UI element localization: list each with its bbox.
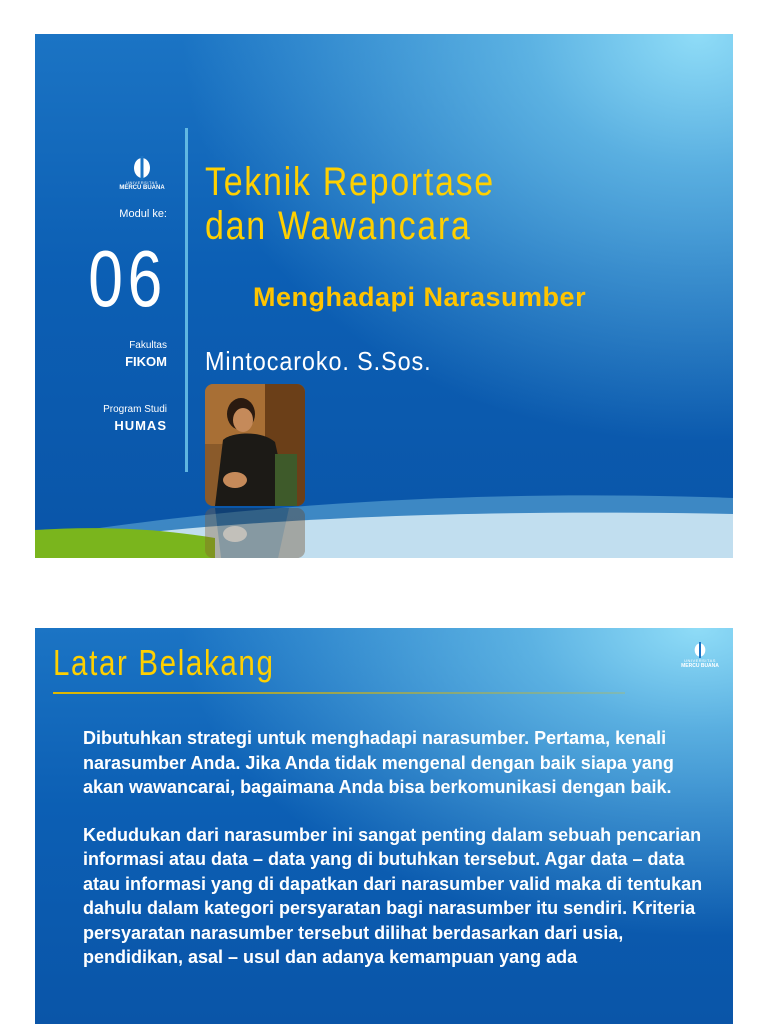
university-logo-small xyxy=(675,642,725,670)
logo-line2: MERCU BUANA xyxy=(119,185,165,191)
paragraph-2: Kedudukan dari narasumber ini sangat penting dalam sebuah pencarian informasi atau data – data yang di butuhkan tersebut. Agar data – data atau informasi yang di dapatkan dari narasumber valid maka di tentukan dahulu dalam kategori persyaratan bagi narasumber itu sendiri. Kriteria persyaratan narasumber tersebut dilihat berdasarkan dari usia, pendidikan, asal – usul dan adanya kemampuan yang ada xyxy=(83,824,703,967)
slide-title xyxy=(205,160,495,248)
author-name: Mintocaroko. S.Sos. xyxy=(205,346,432,376)
mercu-buana-logo-icon xyxy=(694,642,706,658)
paragraph-1: Dibutuhkan strategi untuk menghadapi narasumber. Pertama, kenali narasumber Anda. Jika Anda tidak mengenal dengan baik siapa yang akan wawancarai, bagaimana Anda bisa berkomunikasi dengan baik. xyxy=(83,728,674,797)
slide-body xyxy=(83,726,703,993)
slide-subtitle: Menghadapi Narasumber xyxy=(253,282,587,312)
author-photo-reflection xyxy=(205,508,305,558)
title-line1: Teknik Reportase xyxy=(205,160,495,204)
logo-line1: UNIVERSITAS xyxy=(684,658,716,663)
mercu-buana-logo-icon xyxy=(133,156,151,180)
program-studi-label: Program Studi xyxy=(103,404,167,415)
bottom-swoosh-decoration xyxy=(35,468,733,558)
title-line2: dan Wawancara xyxy=(205,204,472,248)
author-photo xyxy=(205,384,305,506)
content-slide xyxy=(35,628,733,1024)
logo-line2: MERCU BUANA xyxy=(681,663,719,669)
university-logo xyxy=(113,156,171,192)
fakultas-value: FIKOM xyxy=(125,354,167,369)
slide-heading: Latar Belakang xyxy=(53,642,275,683)
vertical-divider xyxy=(185,128,188,472)
title-slide xyxy=(35,34,733,558)
fakultas-label: Fakultas xyxy=(129,340,167,351)
modul-number: 06 xyxy=(88,234,167,323)
modul-label: Modul ke: xyxy=(119,208,167,220)
logo-line1: UNIVERSITAS xyxy=(126,180,158,185)
heading-underline xyxy=(53,692,625,694)
program-studi-value: HUMAS xyxy=(114,418,167,433)
